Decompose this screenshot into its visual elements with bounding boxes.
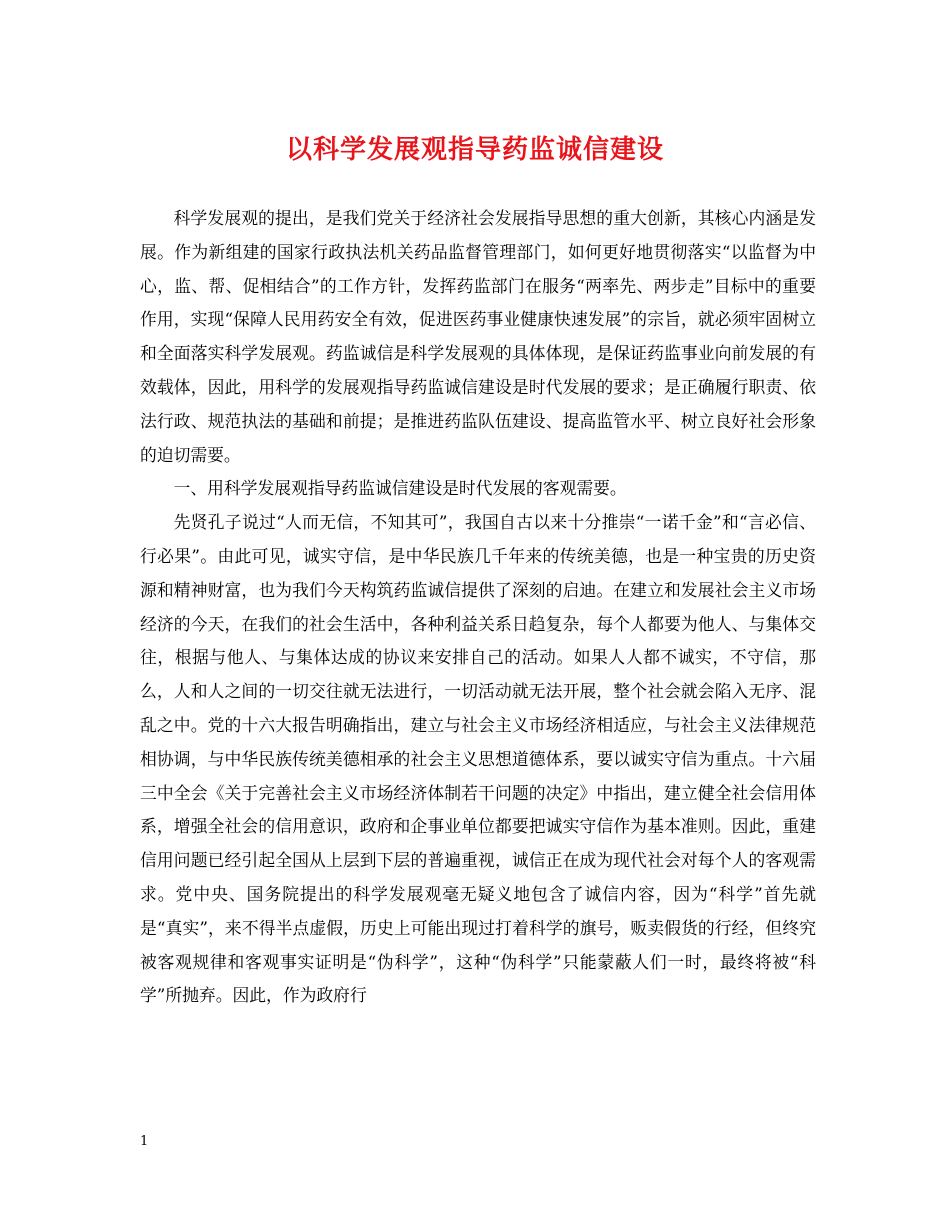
page-number: 1 (140, 1134, 149, 1149)
paragraph-section-1: 先贤孔子说过“人而无信，不知其可”，我国自古以来十分推崇“一诺千金”和“言必信、行必果”。由此可见，诚实守信，是中华民族几千年来的传统美德，也是一种宝贵的历史资源和精神财富，也为我们今天构筑药监诚信提供了深刻的启迪。在建立和发展社会主义市场经济的今天，在我们的社会生活中，各种利益关系日趋复杂，每个人都要为他人、与集体交往，根据与他人、与集体达成的协议来安排自己的活动。如果人人都不诚实，不守信，那么，人和人之间的一切交往就无法进行，一切活动就无法开展，整个社会就会陷入无序、混乱之中。党的十六大报告明确指出，建立与社会主义市场经济相适应，与社会主义法律规范相协调，与中华民族传统美德相承的社会主义思想道德体系，要以诚实守信为重点。十六届三中全会《关于完善社会主义市场经济体制若干问题的决定》中指出，建立健全社会信用体系，增强全社会的信用意识，政府和企事业单位都要把诚实守信作为基本准则。因此，重建信用问题已经引起全国从上层到下层的普遍重视，诚信正在成为现代社会对每个人的客观需求。党中央、国务院提出的科学发展观毫无疑义地包含了诚信内容，因为“科学”首先就是“真实”，来不得半点虚假，历史上可能出现过打着科学的旗号，贩卖假货的行经，但终究被客观规律和客观事实证明是“伪科学”，这种“伪科学”只能蒙蔽人们一时，最终将被“科学”所抛弃。因此，作为政府行 (140, 512, 816, 1006)
document-title: 以科学发展观指导药监诚信建设 (285, 135, 664, 165)
paragraph-intro: 科学发展观的提出，是我们党关于经济社会发展指导思想的重大创新，其核心内涵是发展。作为新组建的国家行政执法机关药品监督管理部门，如何更好地贯彻落实“以监督为中心，监、帮、促相结合”的工作方针，发挥药监部门在服务“两率先、两步走”目标中的重要作用，实现“保障人民用药安全有效，促进医药事业健康快速发展”的宗旨，就必须牢固树立和全面落实科学发展观。药监诚信是科学发展观的具体体现，是保证药监事业向前发展的有效载体，因此，用科学的发展观指导药监诚信建设是时代发展的要求；是正确履行职责、依法行政、规范执法的基础和前提；是推进药监队伍建设、提高监管水平、树立良好社会形象的迫切需要。 (140, 208, 816, 465)
document-body (140, 202, 816, 1013)
section-heading-1: 一、用科学发展观指导药监诚信建设是时代发展的客观需要。 (173, 478, 627, 499)
